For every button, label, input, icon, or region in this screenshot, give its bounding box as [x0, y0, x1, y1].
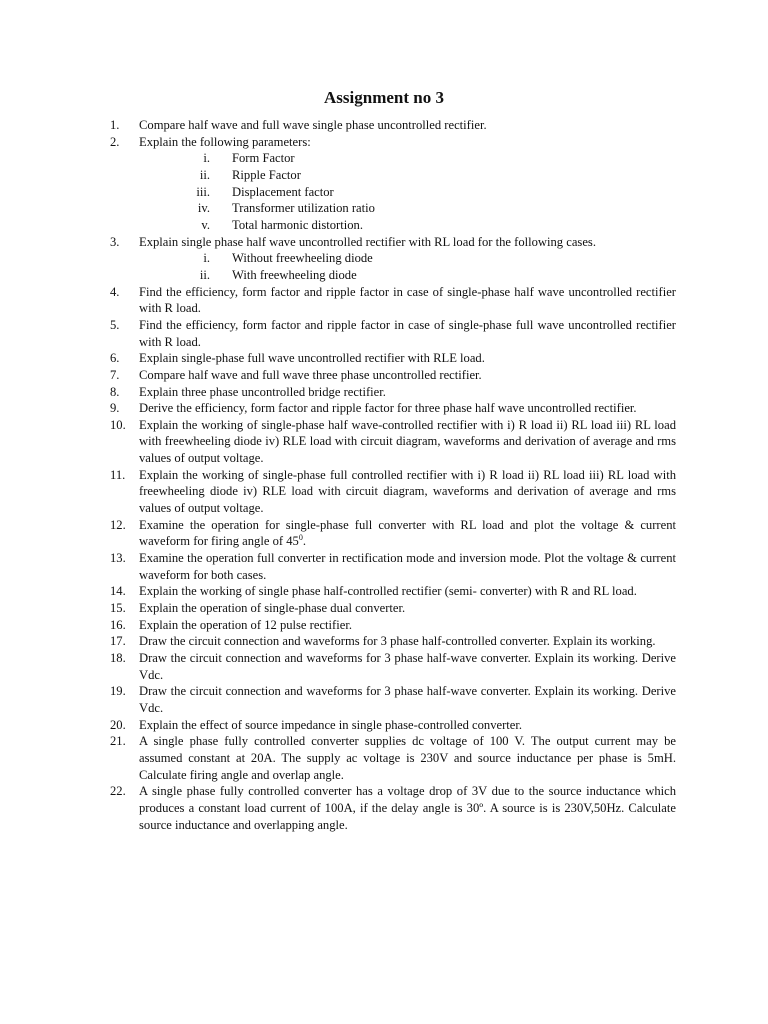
list-item [110, 617, 676, 634]
list-item [110, 367, 676, 384]
list-item [110, 467, 676, 517]
item-number: 15. [110, 601, 126, 616]
item-number: 4. [110, 284, 120, 299]
list-item [110, 783, 676, 833]
item-number: 19. [110, 684, 126, 699]
item-text: Find the efficiency, form factor and ripple factor in case of single-phase full wave uncontrolled rectifier with R load. [139, 317, 676, 349]
sub-item-number: i. [203, 151, 210, 166]
item-number: 2. [110, 134, 120, 149]
sub-list-item [110, 250, 676, 267]
list-item [110, 517, 676, 550]
list-item [110, 683, 676, 716]
item-number: 1. [110, 118, 120, 132]
item-number: 16. [110, 617, 126, 632]
list-item [110, 134, 676, 151]
sub-item-text: Without freewheeling diode [232, 251, 373, 266]
list-item [110, 234, 676, 251]
item-number: 17. [110, 634, 126, 649]
item-text: Explain the working of single-phase full controlled rectifier with i) R load ii) RL load iii) RL load with freewheeling diode iv) RLE load with circuit diagram, waveforms and derivation of average and rms values of output voltage. [139, 467, 676, 516]
sub-list-item [110, 217, 676, 234]
item-text: Derive the efficiency, form factor and ripple factor for three phase half wave uncontrolled rectifier. [139, 401, 637, 416]
item-text: Explain single phase half wave uncontrolled rectifier with RL load for the following cases. [139, 234, 596, 249]
sub-list-item [110, 184, 676, 201]
list-item [110, 717, 676, 734]
list-item [110, 633, 676, 650]
item-number: 11. [110, 467, 126, 482]
item-number: 14. [110, 584, 126, 599]
item-number: 8. [110, 384, 120, 399]
sub-item-text: Transformer utilization ratio [232, 201, 375, 216]
item-number: 6. [110, 351, 120, 366]
item-text: Explain the operation of single-phase dual converter. [139, 601, 406, 616]
item-text: Examine the operation full converter in rectification mode and inversion mode. Plot the voltage & current waveform for both cases. [139, 551, 676, 582]
item-text: Explain the working of single phase half-controlled rectifier (semi- converter) with R and RL load. [139, 584, 637, 599]
item-number: 21. [110, 734, 126, 749]
item-text [139, 517, 676, 550]
item-text: A single phase fully controlled converter supplies dc voltage of 100 V. The output current may be assumed constant at 20A. The supply ac voltage is 230V and source inductance per phase is 5mH. Calculate firing angle and overlap angle. [139, 734, 676, 782]
sub-item-number: iv. [197, 201, 210, 216]
item-number: 7. [110, 367, 120, 382]
item-text: Find the efficiency, form factor and ripple factor in case of single-phase half wave uncontrolled rectifier with R load. [139, 284, 676, 316]
list-item [110, 317, 676, 350]
list-item [110, 417, 676, 467]
sub-item-number: iii. [196, 184, 210, 199]
list-item [110, 284, 676, 317]
item-text: Explain single-phase full wave uncontrolled rectifier with RLE load. [139, 351, 485, 366]
sub-list-item [110, 267, 676, 284]
sub-item-number: i. [203, 251, 210, 266]
sub-item-text: Displacement factor [232, 184, 334, 199]
item-text: Draw the circuit connection and waveforms for 3 phase half-controlled converter. Explain its working. [139, 634, 656, 649]
item-number: 18. [110, 651, 126, 665]
item-text: Compare half wave and full wave three phase uncontrolled rectifier. [139, 367, 482, 382]
item-text: Explain the working of single-phase half wave-controlled rectifier with i) R load ii) RL load iii) RL load with freewheeling diode iv) RLE load with circuit diagram, waveforms and derivation of average and rms values of output voltage. [139, 417, 676, 466]
page-title: Assignment no 3 [324, 88, 444, 107]
degree-superscript: 0 [298, 533, 303, 543]
sub-item-text: Total harmonic distortion. [232, 217, 363, 232]
sub-item-text: Form Factor [232, 151, 295, 166]
item-text: Explain the following parameters: [139, 134, 311, 149]
item-number: 13. [110, 551, 126, 566]
item-number: 5. [110, 317, 120, 332]
sub-item-text: With freewheeling diode [232, 267, 357, 282]
list-item [110, 117, 676, 134]
item-text-main: Examine the operation for single-phase full converter with RL load and plot the voltage & current waveform for firing angle of 45 [139, 517, 676, 549]
item-text: Compare half wave and full wave single phase uncontrolled rectifier. [139, 118, 487, 132]
item-text: Explain the effect of source impedance in single phase-controlled converter. [139, 717, 523, 732]
item-text: Draw the circuit connection and waveforms for 3 phase half-wave converter. Explain its working. Derive Vdc. [139, 651, 676, 682]
list-item [110, 550, 676, 583]
sub-item-text: Ripple Factor [232, 167, 301, 182]
list-item [110, 733, 676, 783]
sub-list-item [110, 200, 676, 217]
question-list [110, 117, 676, 833]
sub-item-number: v. [201, 217, 210, 232]
item-number: 9. [110, 401, 120, 416]
sub-list-item [110, 150, 676, 167]
item-text: Explain three phase uncontrolled bridge rectifier. [139, 384, 386, 399]
item-number: 3. [110, 234, 120, 249]
item-number: 20. [110, 717, 126, 732]
list-item [110, 650, 676, 683]
item-text: Draw the circuit connection and waveforms for 3 phase half-wave converter. Explain its working. Derive Vdc. [139, 684, 676, 715]
sub-item-number: ii. [199, 167, 210, 182]
item-text: Explain the operation of 12 pulse rectifier. [139, 617, 352, 632]
item-number: 10. [110, 417, 126, 432]
sub-list-item [110, 167, 676, 184]
item-number: 22. [110, 784, 126, 799]
item-number: 12. [110, 517, 126, 532]
list-item [110, 600, 676, 617]
list-item [110, 400, 676, 417]
list-item [110, 583, 676, 600]
list-item [110, 384, 676, 401]
item-text-tail: . [302, 534, 306, 549]
item-text: A single phase fully controlled converter has a voltage drop of 3V due to the source inductance which produces a constant load current of 100A, if the delay angle is 30º. A source is is 230V,50Hz. Calculate source inductance and overlapping angle. [139, 784, 676, 832]
list-item [110, 350, 676, 367]
sub-item-number: ii. [199, 267, 210, 282]
